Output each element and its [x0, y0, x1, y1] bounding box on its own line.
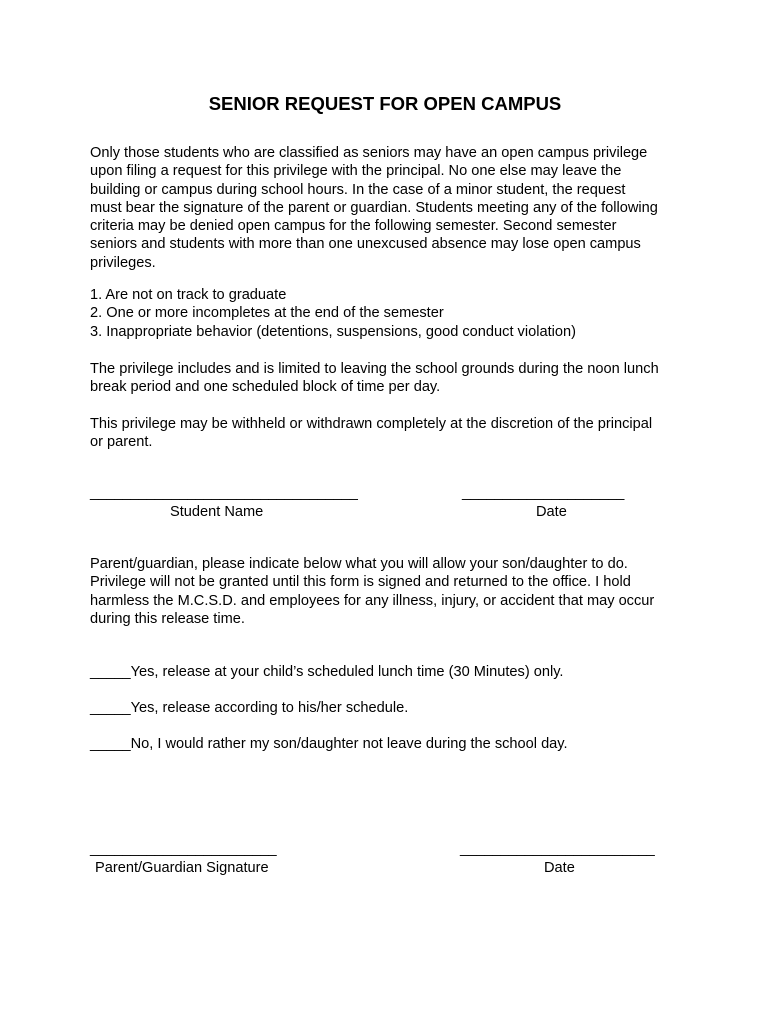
intro-paragraph: [90, 144, 690, 272]
parent-note-line: Parent/guardian, please indicate below what you will allow your son/daughter to do.: [90, 556, 628, 572]
withheld-line: This privilege may be withheld or withdrawn completely at the discretion of the principal: [90, 416, 653, 432]
document-title: SENIOR REQUEST FOR OPEN CAMPUS: [208, 93, 562, 114]
parent-date-label: Date: [544, 860, 575, 876]
parent-date-line[interactable]: ________________________: [460, 841, 655, 857]
criteria-list: [90, 286, 690, 341]
choice-no-leave[interactable]: _____No, I would rather my son/daughter not leave during the school day.: [90, 736, 568, 752]
intro-line: building or campus during school hours. In the case of a minor student, the request: [90, 181, 626, 198]
student-date-line[interactable]: ____________________: [462, 485, 625, 501]
intro-line: must bear the signature of the parent or guardian. Students meeting any of the following: [90, 199, 658, 216]
intro-line: seniors and students with more than one unexcused absence may lose open campus: [90, 236, 641, 253]
intro-line: criteria may be denied open campus for the following semester. Second semester: [90, 218, 617, 235]
parent-note-paragraph: [90, 555, 690, 628]
parent-note-line: harmless the M.C.S.D. and employees for any illness, injury, or accident that may occur: [90, 592, 655, 609]
parent-signature-line[interactable]: _______________________: [90, 841, 277, 857]
withheld-paragraph: [90, 415, 690, 452]
criteria-item: 3. Inappropriate behavior (detentions, suspensions, good conduct violation): [90, 323, 576, 340]
parent-note-line: during this release time.: [90, 610, 245, 627]
privilege-line: break period and one scheduled block of time per day.: [90, 379, 441, 396]
criteria-item: 1. Are not on track to graduate: [90, 287, 287, 303]
choice-schedule[interactable]: _____Yes, release according to his/her schedule.: [90, 700, 409, 716]
parent-signature-label: Parent/Guardian Signature: [95, 860, 269, 876]
student-name-line[interactable]: _________________________________: [90, 485, 358, 501]
intro-line: upon filing a request for this privilege with the principal. No one else may leave the: [90, 163, 622, 180]
parent-note-line: Privilege will not be granted until this form is signed and returned to the office. I hold: [90, 574, 631, 591]
intro-line: privileges.: [90, 254, 156, 271]
choice-lunch-time[interactable]: _____Yes, release at your child’s scheduled lunch time (30 Minutes) only.: [90, 664, 564, 680]
student-name-label: Student Name: [170, 504, 264, 520]
criteria-item: 2. One or more incompletes at the end of the semester: [90, 305, 444, 322]
student-date-label: Date: [536, 504, 567, 520]
withheld-line: or parent.: [90, 434, 153, 451]
privilege-paragraph: [90, 360, 690, 397]
privilege-line: The privilege includes and is limited to leaving the school grounds during the noon lunch: [90, 361, 659, 377]
intro-line: Only those students who are classified as seniors may have an open campus privilege: [90, 145, 648, 161]
